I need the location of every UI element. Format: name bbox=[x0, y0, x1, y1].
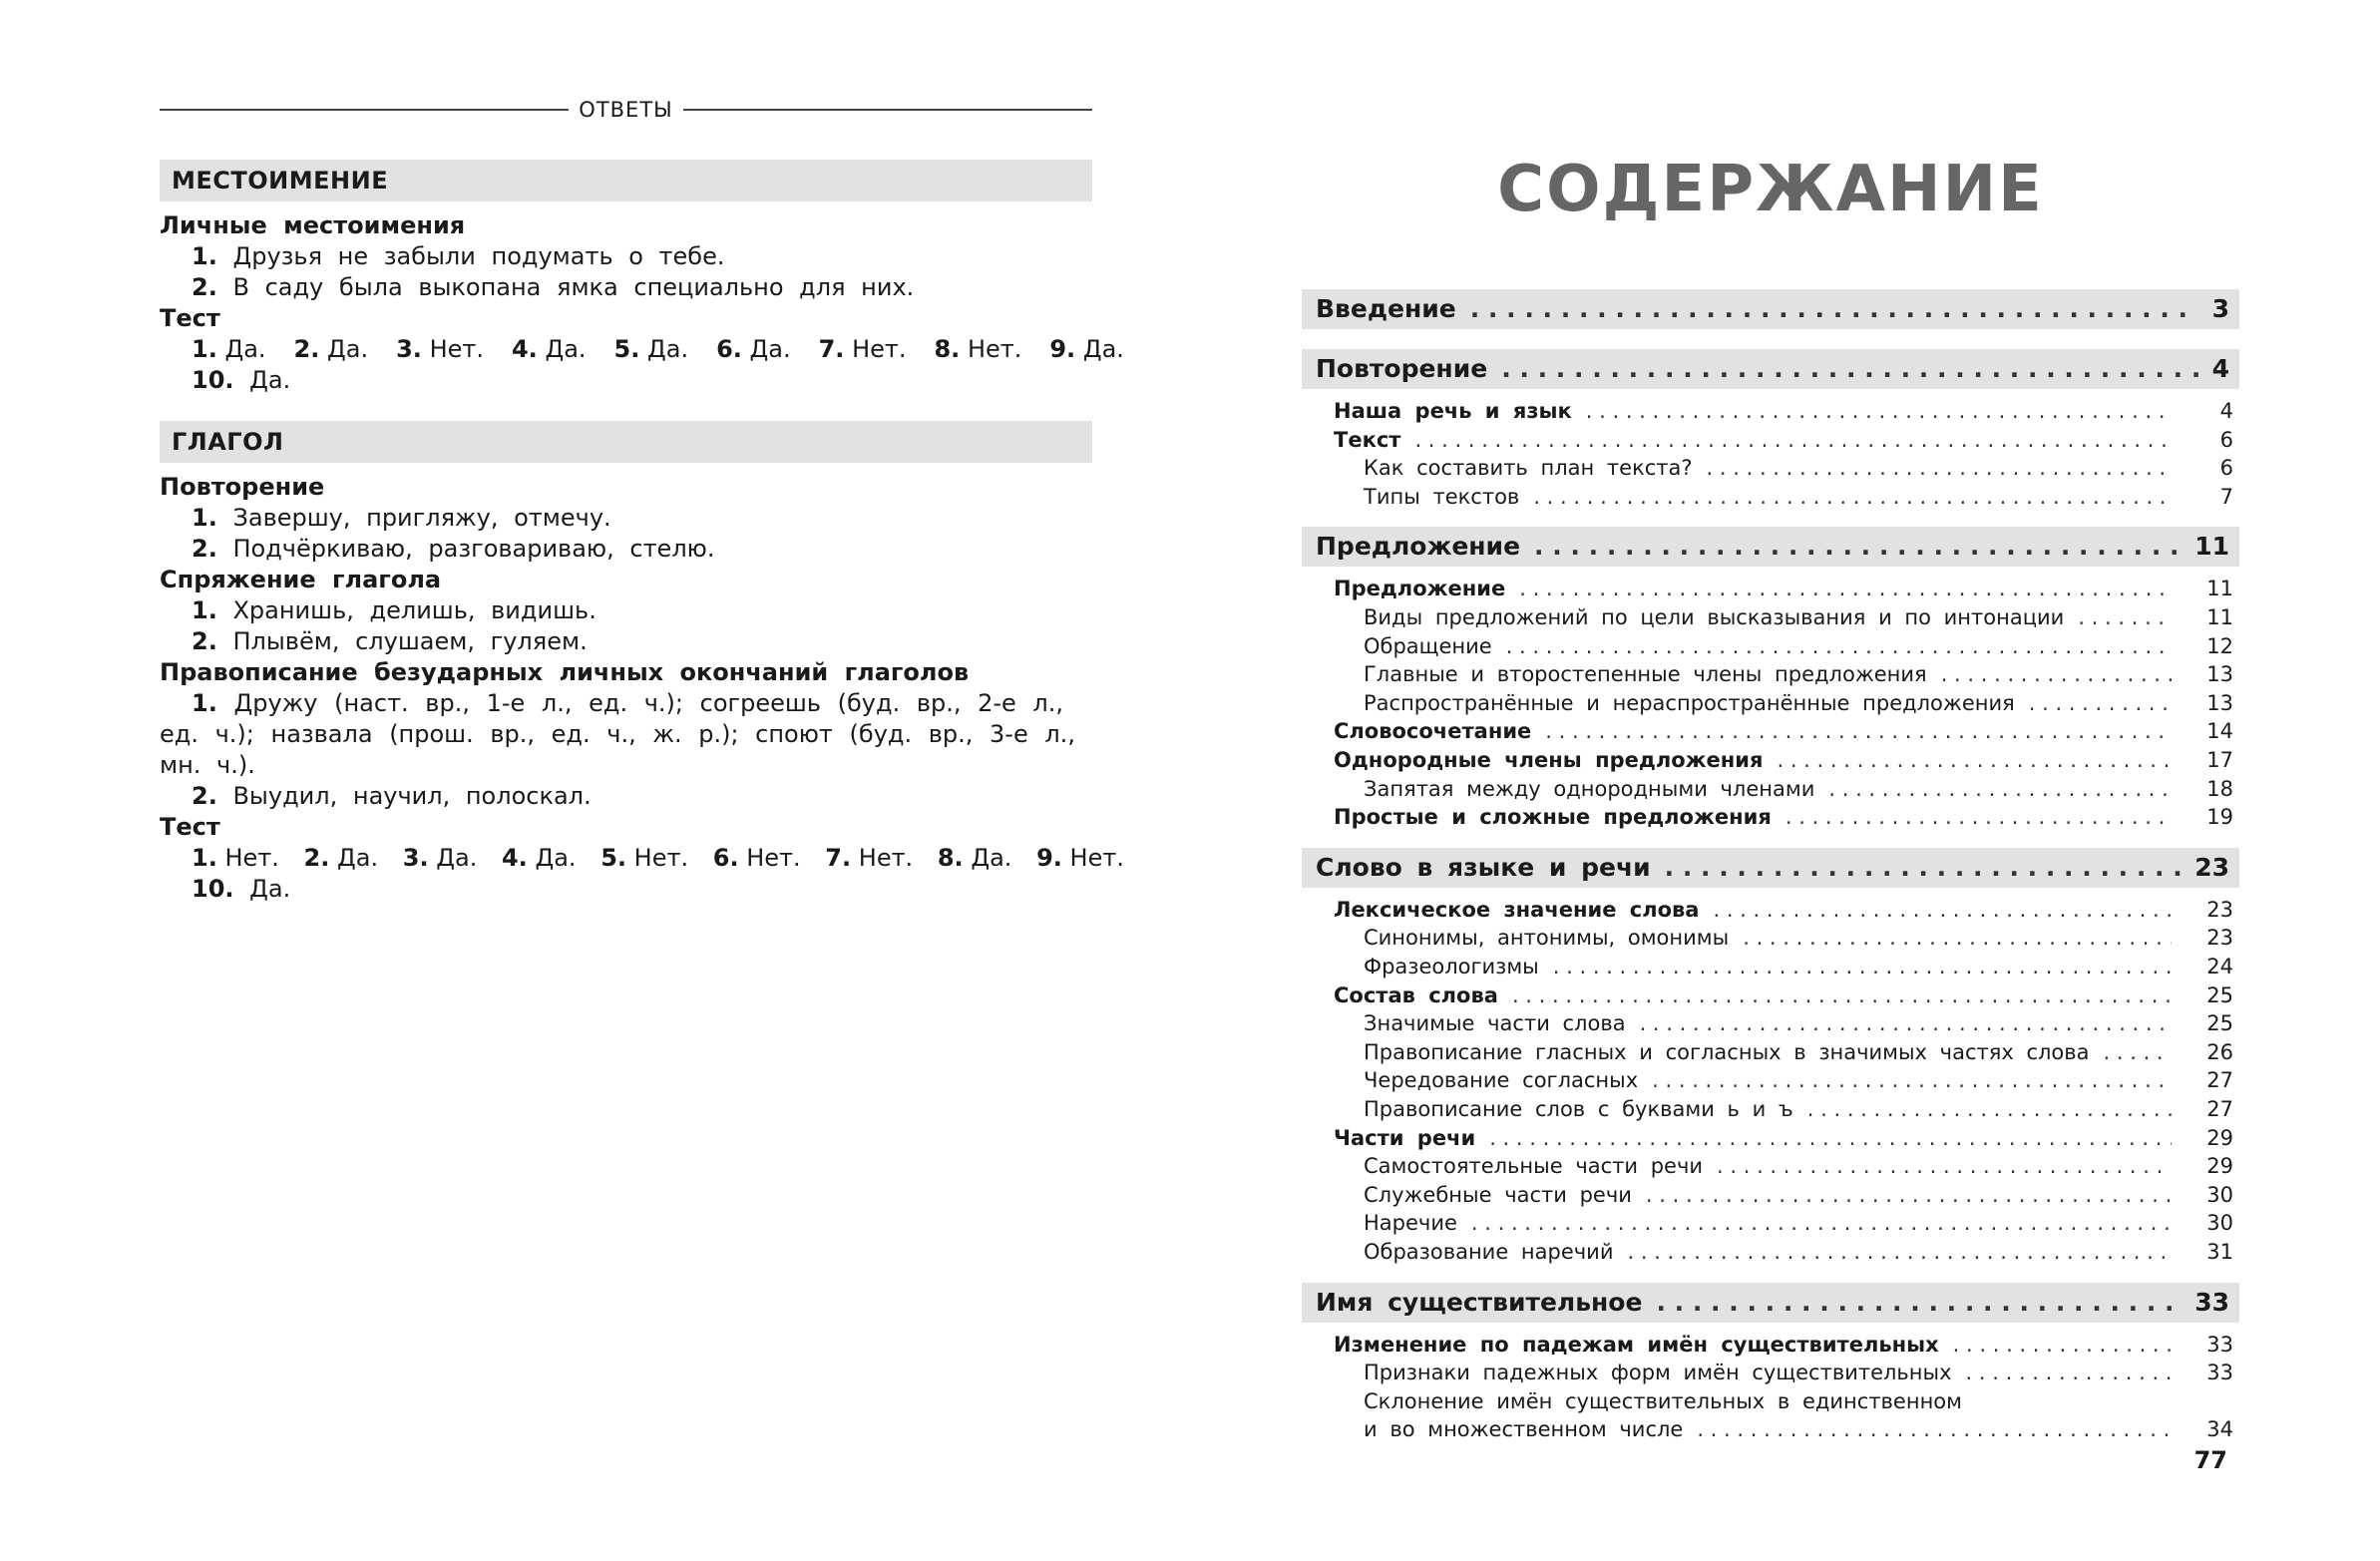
header-title: ОТВЕТЫ bbox=[579, 98, 673, 122]
subheading-repetition: Повторение bbox=[160, 473, 325, 501]
dot-leader bbox=[1640, 1009, 2172, 1037]
toc-section: Имя существительное . . . 33 bbox=[1302, 1283, 2239, 1323]
running-header bbox=[160, 92, 1092, 128]
answers-page bbox=[160, 0, 1124, 1561]
toc-subentry: Образование наречий . . . 31 bbox=[1302, 1238, 2239, 1266]
toc-entry: Простые и сложные предложения . . . 19 bbox=[1302, 803, 2239, 831]
dot-leader bbox=[1506, 632, 2172, 660]
test-answer: 3. Да. bbox=[402, 844, 478, 872]
toc-subentry: Запятая между однородными членами . . . 18 bbox=[1302, 775, 2239, 803]
dot-leader bbox=[1534, 527, 2181, 567]
test-answer: 5. Нет. bbox=[600, 844, 689, 872]
dot-leader bbox=[1545, 717, 2172, 745]
toc-subentry: Распространённые и нераспространённые предложения . . . 13 bbox=[1302, 689, 2239, 717]
toc-entry: Изменение по падежам имён существительных . . . 33 bbox=[1302, 1331, 2239, 1359]
page-title: СОДЕРЖАНИЕ bbox=[1497, 153, 2044, 226]
toc-subentry: Значимые части слова . . . 25 bbox=[1302, 1009, 2239, 1037]
toc-subentry: Фразеологизмы . . . 24 bbox=[1302, 953, 2239, 980]
test-answer: 7. Нет. bbox=[825, 844, 914, 872]
answer-line: 2. Подчёркиваю, разговариваю, стелю. bbox=[192, 535, 715, 563]
test-answer: 8. Да. bbox=[937, 844, 1012, 872]
test-answer: 2. Да. bbox=[303, 844, 379, 872]
dot-leader bbox=[1627, 1238, 2172, 1266]
test-answers-line bbox=[160, 843, 1124, 874]
dot-leader bbox=[1586, 397, 2172, 425]
dot-leader bbox=[1470, 289, 2198, 329]
test-answer: 4. Да. bbox=[501, 844, 577, 872]
toc-subentry: Главные и второстепенные члены предложения . . . 13 bbox=[1302, 660, 2239, 688]
toc-section: Повторение . . . 4 bbox=[1302, 349, 2239, 389]
dot-leader bbox=[1646, 1181, 2172, 1209]
toc-entry: Лексическое значение слова . . . 23 bbox=[1302, 896, 2239, 924]
toc-entry: Наша речь и язык . . . 4 bbox=[1302, 397, 2239, 425]
test-answer: 8. Нет. bbox=[934, 335, 1022, 363]
subheading-test: Тест bbox=[160, 813, 220, 841]
test-answer: 5. Да. bbox=[613, 335, 689, 363]
answer-line: 1. Хранишь, делишь, видишь. bbox=[192, 596, 596, 624]
dot-leader bbox=[1953, 1331, 2172, 1359]
answer-line: мн. ч.). bbox=[160, 751, 255, 779]
dot-leader bbox=[1743, 924, 2172, 952]
dot-leader bbox=[1707, 454, 2172, 482]
test-answers-line bbox=[160, 334, 1124, 365]
test-answers-line: 10. Да. bbox=[192, 875, 291, 903]
dot-leader bbox=[1785, 803, 2172, 831]
dot-leader bbox=[1665, 848, 2182, 888]
toc-subentry: Правописание слов с буквами ь и ъ . . . 27 bbox=[1302, 1095, 2239, 1123]
toc-entry: Словосочетание . . . 14 bbox=[1302, 717, 2239, 745]
test-answer: 2. Да. bbox=[293, 335, 369, 363]
dot-leader bbox=[1717, 1152, 2172, 1180]
section-heading-verb: ГЛАГОЛ bbox=[160, 421, 1092, 463]
dot-leader bbox=[1966, 1359, 2172, 1386]
toc-section: Предложение . . . 11 bbox=[1302, 527, 2239, 567]
toc-entry: Части речи . . . 29 bbox=[1302, 1124, 2239, 1152]
answer-line: 1. Дружу (наст. вр., 1-е л., ед. ч.); согреешь (буд. вр., 2-е л., bbox=[192, 689, 1064, 717]
test-answers-line: 10. Да. bbox=[192, 366, 291, 394]
test-answer: 7. Нет. bbox=[818, 335, 907, 363]
test-answer: 9. Да. bbox=[1049, 335, 1124, 363]
answer-line: 1. Друзья не забыли подумать о тебе. bbox=[192, 242, 725, 270]
toc-subentry: Типы текстов . . . 7 bbox=[1302, 483, 2239, 511]
toc-entry: Состав слова . . . 25 bbox=[1302, 981, 2239, 1009]
dot-leader bbox=[2029, 689, 2172, 717]
dot-leader bbox=[1807, 1095, 2172, 1123]
test-answer: 1. Да. bbox=[192, 335, 266, 363]
dot-leader bbox=[2104, 1038, 2172, 1066]
dot-leader bbox=[1713, 896, 2172, 924]
contents-page bbox=[1302, 0, 2239, 1561]
subheading-personal-pronouns: Личные местоимения bbox=[160, 211, 466, 239]
toc-subentry: Синонимы, антонимы, омонимы . . . 23 bbox=[1302, 924, 2239, 952]
dot-leader bbox=[1697, 1415, 2172, 1443]
test-answer: 4. Да. bbox=[511, 335, 587, 363]
toc-entry: Текст . . . 6 bbox=[1302, 426, 2239, 454]
dot-leader bbox=[1941, 660, 2172, 688]
answer-line: 2. В саду была выкопана ямка специально для них. bbox=[192, 273, 915, 301]
dot-leader bbox=[1828, 775, 2172, 803]
subheading-unstressed-endings: Правописание безударных личных окончаний глаголов bbox=[160, 658, 970, 686]
toc-subentry: Чередование согласных . . . 27 bbox=[1302, 1066, 2239, 1094]
dot-leader bbox=[1652, 1066, 2172, 1094]
dot-leader bbox=[1553, 953, 2172, 980]
test-answer: 9. Нет. bbox=[1036, 844, 1124, 872]
dot-leader bbox=[1656, 1283, 2181, 1323]
test-answer: 6. Нет. bbox=[712, 844, 801, 872]
test-answer: 1. Нет. bbox=[192, 844, 279, 872]
toc-subentry: Правописание гласных и согласных в значимых частях слова . . . 26 bbox=[1302, 1038, 2239, 1066]
header-rule-right bbox=[683, 109, 1092, 111]
toc-subentry: Служебные части речи . . . 30 bbox=[1302, 1181, 2239, 1209]
toc-subentry: Самостоятельные части речи . . . 29 bbox=[1302, 1152, 2239, 1180]
dot-leader bbox=[1489, 1124, 2172, 1152]
section-heading-pronoun: МЕСТОИМЕНИЕ bbox=[160, 160, 1092, 201]
toc-subentry: Обращение . . . 12 bbox=[1302, 632, 2239, 660]
toc-subentry: Признаки падежных форм имён существительных . . . 33 bbox=[1302, 1359, 2239, 1386]
toc-entry: Предложение . . . 11 bbox=[1302, 575, 2239, 602]
toc-section: Введение . . . 3 bbox=[1302, 289, 2239, 329]
dot-leader bbox=[1512, 981, 2172, 1009]
toc-subentry: Как составить план текста? . . . 6 bbox=[1302, 454, 2239, 482]
toc-subentry: Наречие . . . 30 bbox=[1302, 1209, 2239, 1237]
dot-leader bbox=[1777, 746, 2172, 774]
dot-leader bbox=[1471, 1209, 2172, 1237]
dot-leader bbox=[1501, 349, 2197, 389]
answer-line: 1. Завершу, пригляжу, отмечу. bbox=[192, 504, 611, 532]
answer-line: 2. Выудил, научил, полоскал. bbox=[192, 782, 592, 810]
toc-subentry: Виды предложений по цели высказывания и по интонации . . . 11 bbox=[1302, 603, 2239, 631]
test-answer: 3. Нет. bbox=[396, 335, 484, 363]
toc-entry: Однородные члены предложения . . . 17 bbox=[1302, 746, 2239, 774]
answer-line: 2. Плывём, слушаем, гуляем. bbox=[192, 627, 588, 655]
test-answer: 6. Да. bbox=[716, 335, 791, 363]
dot-leader bbox=[1533, 483, 2172, 511]
subheading-test: Тест bbox=[160, 304, 220, 332]
toc-subentry: и во множественном числе . . . 34 bbox=[1302, 1415, 2239, 1443]
dot-leader bbox=[1414, 426, 2172, 454]
subheading-conjugation: Спряжение глагола bbox=[160, 566, 442, 593]
dot-leader bbox=[1519, 575, 2172, 602]
dot-leader bbox=[2078, 603, 2172, 631]
toc-subentry: Склонение имён существительных в единственном bbox=[1364, 1388, 1962, 1413]
answer-line: ед. ч.); назвала (прош. вр., ед. ч., ж. р.); споют (буд. вр., 3-е л., bbox=[160, 720, 1075, 748]
toc-section: Слово в языке и речи . . . 23 bbox=[1302, 848, 2239, 888]
page-number: 77 bbox=[2193, 1446, 2227, 1474]
